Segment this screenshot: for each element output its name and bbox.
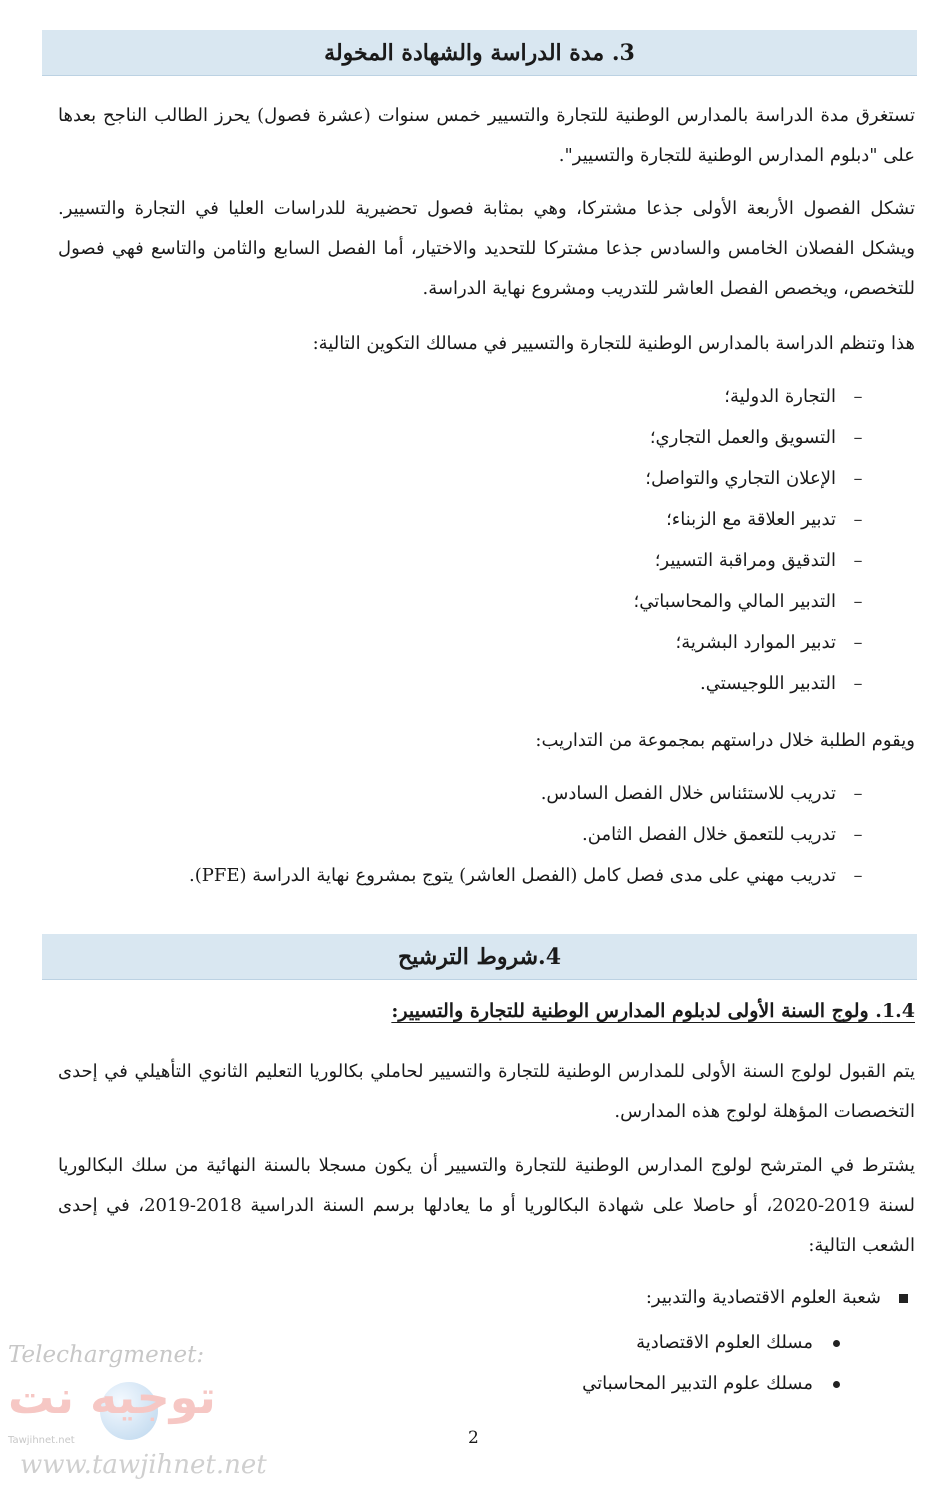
dash-bullet: – bbox=[853, 824, 863, 845]
dash-bullet: – bbox=[853, 865, 863, 886]
section-4-heading: 4.شروط الترشيح bbox=[42, 934, 917, 980]
internships-list bbox=[120, 773, 880, 896]
list-item: –تدريب مهني على مدى فصل كامل (الفصل العاشر) يتوج بمشروع نهاية الدراسة (PFE). bbox=[120, 855, 880, 896]
dash-bullet: – bbox=[853, 632, 863, 653]
square-bullet-icon bbox=[899, 1294, 908, 1303]
dash-bullet: – bbox=[853, 427, 863, 448]
watermark-caption: Telechargmenet: bbox=[8, 1342, 205, 1368]
list-item: –التدبير المالي والمحاسباتي؛ bbox=[120, 581, 880, 622]
page-number: 2 bbox=[468, 1428, 479, 1448]
watermark-logo: توجيه نت bbox=[8, 1370, 216, 1424]
paragraph-admission: يتم القبول لولوج السنة الأولى للمدارس الوطنية للتجارة والتسيير لحاملي بكالوريا التعليم الثانوي التأهيلي في إحدى التخصصات المؤهلة لولوج هذه المدارس. bbox=[58, 1061, 915, 1122]
section-3-heading: 3. مدة الدراسة والشهادة المخولة bbox=[42, 30, 917, 76]
paragraph-duration: تستغرق مدة الدراسة بالمدارس الوطنية للتجارة والتسيير خمس سنوات (عشرة فصول) يحرز الطالب الناجح بعدها على "دبلوم المدارس الوطنية للتجارة والتسيير". bbox=[58, 105, 915, 166]
dash-bullet: – bbox=[853, 550, 863, 571]
dash-bullet: – bbox=[853, 509, 863, 530]
branch-item: شعبة العلوم الاقتصادية والتدبير: bbox=[646, 1278, 908, 1318]
watermark-small-text: Tawjihnet.net bbox=[8, 1435, 75, 1446]
dash-bullet: – bbox=[853, 386, 863, 407]
list-item: –التدقيق ومراقبة التسيير؛ bbox=[120, 540, 880, 581]
paragraph-semesters: تشكل الفصول الأربعة الأولى جذعا مشتركا، وهي بمثابة فصول تحضيرية للدراسات العليا في التجارة والتسيير. ويشكل الفصلان الخامس والسادس جذعا مشتركا للتحديد والاختيار، أما الفصل السابع والثامن والتاسع فهي فصول للتخصص، ويخصص الفصل العاشر للتدريب ومشروع نهاية الدراسة. bbox=[58, 198, 915, 299]
paragraph-tracks-intro: هذا وتنظم الدراسة بالمدارس الوطنية للتجارة والتسيير في مسالك التكوين التالية: bbox=[312, 333, 915, 354]
list-item: –تدبير العلاقة مع الزبناء؛ bbox=[120, 499, 880, 540]
list-item: –التجارة الدولية؛ bbox=[120, 376, 880, 417]
list-item: –تدبير الموارد البشرية؛ bbox=[120, 622, 880, 663]
list-item: مسلك علوم التدبير المحاسباتي bbox=[80, 1363, 840, 1404]
dash-bullet: – bbox=[853, 591, 863, 612]
paragraph-internships-intro: ويقوم الطلبة خلال دراستهم بمجموعة من التداريب: bbox=[535, 730, 915, 751]
list-item: مسلك العلوم الاقتصادية bbox=[80, 1322, 840, 1363]
dash-bullet: – bbox=[853, 783, 863, 804]
dot-bullet-icon bbox=[833, 1340, 840, 1347]
subsection-heading: 1.4. ولوج السنة الأولى لدبلوم المدارس الوطنية للتجارة والتسيير: bbox=[391, 1000, 915, 1022]
list-item: –تدريب للاستئناس خلال الفصل السادس. bbox=[120, 773, 880, 814]
dash-bullet: – bbox=[853, 468, 863, 489]
tracks-list bbox=[120, 376, 880, 704]
list-item: –الإعلان التجاري والتواصل؛ bbox=[120, 458, 880, 499]
paragraph-conditions: يشترط في المترشح لولوج المدارس الوطنية للتجارة والتسيير أن يكون مسجلا بالسنة النهائية من سلك البكالوريا لسنة 2019-2020، أو حاصلا على شهادة البكالوريا أو ما يعادلها برسم السنة الدراسية 2018-2019، في إحدى الشعب التالية: bbox=[58, 1155, 915, 1256]
list-item: –التسويق والعمل التجاري؛ bbox=[120, 417, 880, 458]
list-item: –التدبير اللوجيستي. bbox=[120, 663, 880, 704]
watermark bbox=[0, 1340, 340, 1488]
dot-bullet-icon bbox=[833, 1381, 840, 1388]
dash-bullet: – bbox=[853, 673, 863, 694]
list-item: –تدريب للتعمق خلال الفصل الثامن. bbox=[120, 814, 880, 855]
watermark-url: www.tawjihnet.net bbox=[20, 1450, 267, 1480]
